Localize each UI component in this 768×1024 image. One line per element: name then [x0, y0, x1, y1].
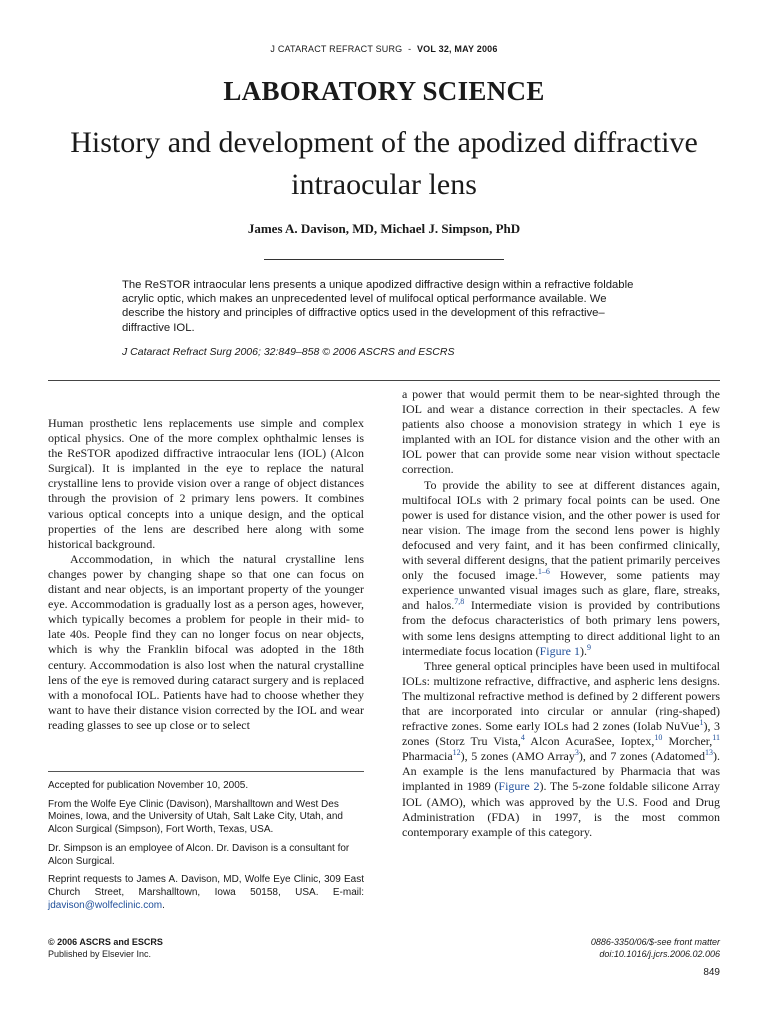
journal-name: J CATARACT REFRACT SURG	[270, 44, 403, 54]
abstract-text: The ReSTOR intraocular lens presents a unique apodized diffractive design within a refractive foldable acrylic optic, which makes an unprecedented level of mulifocal optical performance available. We describe the history and principles of diffractive optics used in the development of this refractive–diffractive IOL.	[122, 279, 634, 334]
doi-text: doi:10.1016/j.jcrs.2006.02.006	[599, 949, 720, 959]
reference-link[interactable]: 7,8	[454, 597, 465, 607]
abstract-divider	[48, 380, 720, 381]
reference-link[interactable]: 1–6	[537, 567, 550, 577]
paragraph: Human prosthetic lens replacements use simple and complex optical physics. One of the more complex ophthalmic lenses is the ReSTOR apodized diffractive intraocular lens (IOL) (Alcon Surgical). It is implanted in the eye to replace the natural crystalline lens to provide vision over a range of object distances through the provision of 2 primary lens powers. It combines various optical concepts into a unique design, and the optical properties of the lens are described here along with some historical background.	[48, 416, 364, 551]
paragraph: Three general optical principles have been used in multifocal IOLs: multizone refractive, diffractive, and aspheric lens designs. The multizonal refractive method is defined by 2 different powers that are incorporated into circular or annular (ring-shaped) refractive zones. Some early IOLs had 2 zones (Iolab NuVue$^1$), 3 zones (Storz Tru Vista,$^4$ Alcon AcuraSee, Ioptex,$^{10}$ Morcher,$^{11}$ Pharmacia$^{12}$), 5 zones (AMO Array$^3$), and 7 zones (Adatomed$^{13}$). An example is the lens manufactured by Pharmacia that was implanted in 1989 (Figure 2). The 5-zone foldable silicone Array IOL (AMO), which was approved by the U.S. Food and Drug Administration (FDA) in 1997, is the most common contemporary example of this category.	[402, 658, 720, 839]
reference-link[interactable]: 3	[574, 748, 579, 758]
paragraph: Accommodation, in which the natural crystalline lens changes power by changing shape so that one can focus on distant and near objects, is an important property of the younger eye. Accommodation is gradually lost as a person ages, however, which typically becomes a problem for people in their mid- to late 40s. People find they can no longer focus on near objects, which is why the Franklin bifocal was adopted in the 18th century. Accommodation is also lost when the natural crystalline lens of the eye is removed during cataract surgery and is replaced with a monofocal IOL. Patients have had to choose whether they want to have their distance vision corrected by the IOL and wear reading glasses to see up close or to select	[48, 551, 364, 732]
article-title: History and development of the apodized diffractive intraocular lens	[70, 126, 698, 201]
figure-link[interactable]: Figure 2	[498, 779, 540, 794]
reference-link[interactable]: 11	[712, 733, 720, 743]
volume-info: VOL 32, MAY 2006	[416, 44, 498, 54]
email-link[interactable]: jdavison@wolfeclinic.com	[48, 899, 163, 911]
publisher-text: Published by Elsevier Inc.	[48, 949, 152, 959]
body-column-left	[48, 416, 364, 733]
copyright-text: © 2006 ASCRS and ESCRS	[48, 937, 163, 947]
reprint-note: Reprint requests to James A. Davison, MD, Wolfe Eye Clinic, 309 East Church Street, Marshalltown, Iowa 50158, USA. E-mail: jdavison@wolfeclinic.com.	[48, 874, 364, 911]
reference-link[interactable]: 13	[705, 748, 713, 758]
footnote-divider	[48, 771, 364, 772]
paragraph: a power that would permit them to be near-sighted through the IOL and wear a distance correction in their spectacles. A few patients also choose a monovision strategy in which 1 eye is implanted with an IOL for distance vision and the other with an IOL power that can provide some near vision without spectacle correction.	[402, 387, 720, 477]
abstract-citation: J Cataract Refract Surg 2006; 32:849–858 © 2006 ASCRS and ESCRS	[122, 346, 455, 358]
accepted-date: Accepted for publication November 10, 2005.	[48, 780, 249, 791]
affiliation-note: From the Wolfe Eye Clinic (Davison), Marshalltown and West Des Moines, Iowa, and the University of Utah, Salt Lake City, Utah, and Alcon Surgical (Simpson), Fort Worth, Texas, USA.	[48, 798, 343, 836]
issn-block	[591, 936, 720, 960]
disclosure-note: Dr. Simpson is an employee of Alcon. Dr. Davison is a consultant for Alcon Surgical.	[48, 842, 350, 867]
reference-link[interactable]: 12	[452, 748, 461, 758]
figure-link[interactable]: Figure 1	[539, 643, 580, 658]
reference-link[interactable]: 9	[586, 642, 591, 652]
reference-link[interactable]: 10	[654, 733, 663, 743]
author-divider	[264, 259, 504, 260]
copyright-block	[48, 936, 163, 960]
header-separator: -	[408, 44, 412, 54]
running-header	[0, 44, 768, 54]
page-number: 849	[703, 967, 720, 978]
section-title: LABORATORY SCIENCE	[223, 76, 545, 106]
reference-link[interactable]: 1	[699, 718, 704, 728]
footnotes	[48, 780, 364, 918]
issn-text: 0886-3350/06/$-see front matter	[590, 937, 720, 947]
reference-link[interactable]: 4	[520, 733, 525, 743]
author-list: James A. Davison, MD, Michael J. Simpson, PhD	[247, 221, 521, 236]
paragraph: To provide the ability to see at different distances again, multifocal IOLs with 2 primary focal points can be used. One power is used for distance vision, and the other power is used for near vision. The image from the second lens power is highly defocused and very faint, and it has been confirmed clinically, with several different designs, that the patient primarily perceives only the focused image.$^{1-6}$ However, some patients may experience unwanted visual images such as glare, flare, streaks, and halos.$^{7,8}$ Intermediate vision is provided by contributions from the defocus characteristics of both primary lens powers, with some lens designs attempting to direct additional light to an intermediate focus location (Figure 1).$^9$	[402, 477, 720, 658]
body-column-right	[402, 387, 720, 840]
